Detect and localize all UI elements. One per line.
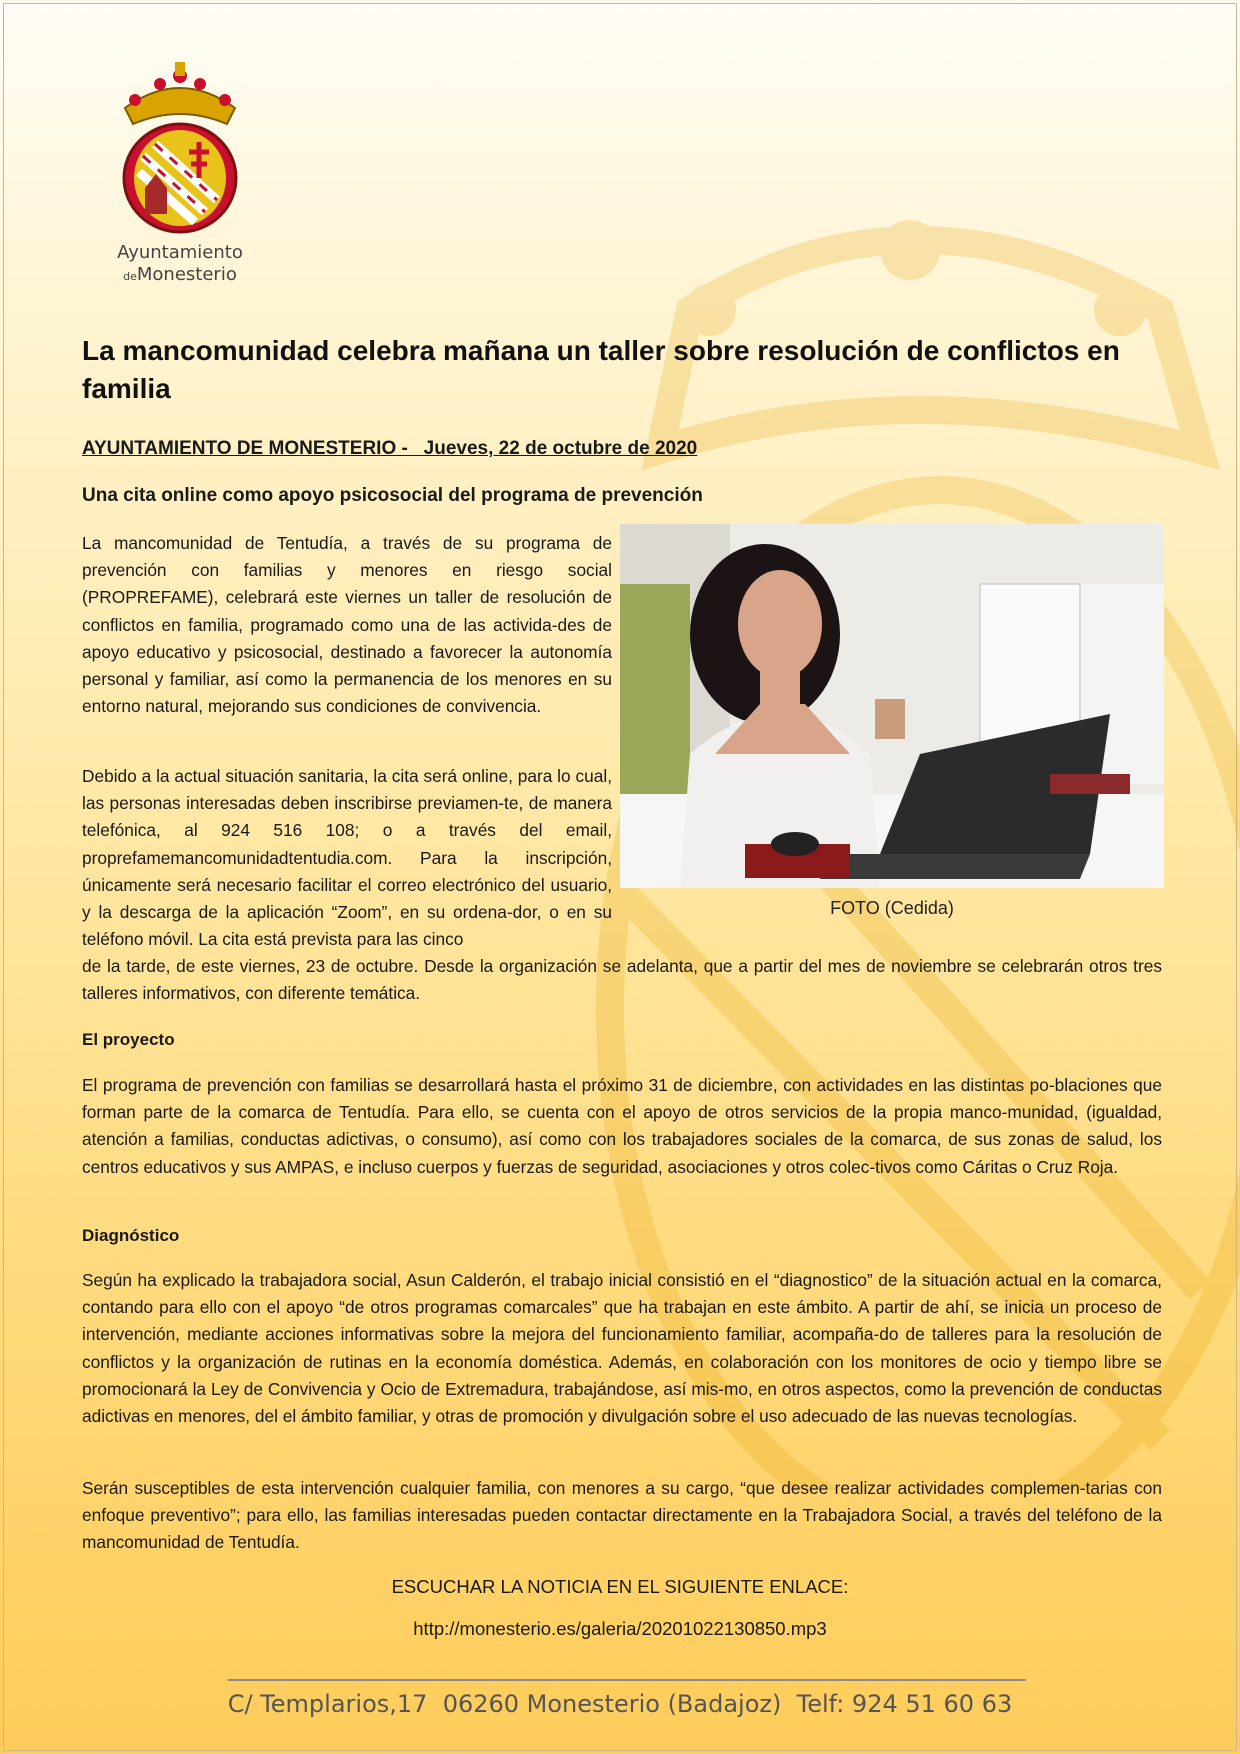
section-title-proyecto: El proyecto — [82, 1030, 175, 1049]
footer-divider — [228, 1679, 1026, 1681]
footer-address: C/ Templarios,17 06260 Monesterio (Badajoz) Telf: 924 51 60 63 — [227, 1690, 1013, 1718]
logo-caption — [100, 242, 260, 288]
listen-link[interactable]: http://monesterio.es/galeria/20201022130850.mp3 — [413, 1618, 827, 1639]
logo-line-1: Ayuntamiento — [117, 242, 243, 263]
section-title-diagnostico: Diagnóstico — [82, 1226, 180, 1245]
paragraph-2b: de la tarde, de este viernes, 23 de octubre. Desde la organización se adelanta, que a partir del mes de noviembre se celebrarán otros tres talleres informativos, con diferente temática. — [82, 956, 1162, 1004]
coat-of-arms-icon — [115, 60, 245, 235]
paragraph-2a: Debido a la actual situación sanitaria, la cita será online, para lo cual, las personas interesadas deben inscribirse previamen-te, de manera telefónica, al 924 516 108; o a través del email, proprefamemancomunidadtentudia.com. Para la inscripción, únicamente será necesario facilitar el correo electrónico del usuario, y la descarga de la aplicación “Zoom”, en su ordena-dor, o en su teléfono móvil. La cita está prevista para las cinco — [82, 766, 612, 950]
photo-caption: FOTO (Cedida) — [830, 898, 954, 918]
section-text-proyecto: El programa de prevención con familias se desarrollará hasta el próximo 31 de diciembre, con actividades en las distintas po-blaciones que forman parte de la comarca de Tentudía. Para ello, se cuenta con el apoyo de otros servicios de la propia manco-munidad, (igualdad, atención a familias, conductas adictivas, o consumo), así como con los trabajadores sociales de la comarca, de sus zonas de salud, los centros educativos y sus AMPAS, e incluso cuerpos y fuerzas de seguridad, asociaciones y otros colec-tivos como Cáritas o Cruz Roja. — [82, 1075, 1162, 1177]
article-title: La mancomunidad celebra mañana un taller sobre resolución de conflictos en familia — [82, 335, 1120, 404]
article-photo — [620, 524, 1164, 888]
logo-line-2 — [100, 264, 260, 288]
paragraph-final: Serán susceptibles de esta intervención cualquier familia, con menores a su cargo, “que desee realizar actividades complemen-tarias con enfoque preventivo”; para ello, las familias interesadas pueden contactar directamente en la Trabajadora Social, a través del teléfono de la mancomunidad de Tentudía. — [82, 1478, 1162, 1553]
paragraph-1: La mancomunidad de Tentudía, a través de su programa de prevención con familias y menores en riesgo social (PROPREFAME), celebrará este viernes un taller de resolución de conflictos en familia, programado como una de las activida-des de apoyo educativo y psicosocial, destinado a favorecer la autonomía personal y familiar, así como la permanencia de los menores en su entorno natural, mejorando sus condiciones de convivencia. — [82, 533, 612, 717]
section-text-diagnostico: Según ha explicado la trabajadora social, Asun Calderón, el trabajo inicial consistió en el “diagnostico” de la situación actual en la comarca, contando para ello con el apoyo “de otros programas comarcales” que ha trabajan en este ámbito. A partir de ahí, se inicia un proceso de intervención, mediante acciones informativas sobre la mejora del funcionamiento familiar, acompaña-do de talleres para la resolución de conflictos y la organización de rutinas en la economía doméstica. Además, en colaboración con los monitores de ocio y tiempo libre se promocionará la Ley de Convivencia y Ocio de Extremadura, trabajándose, así mis-mo, en otros aspectos, como la prevención de conductas adictivas en menores, del el ámbito familiar, y otras de promoción y divulgación sobre el uso adecuado de las nuevas tecnologías. — [82, 1270, 1162, 1427]
article-dateline: AYUNTAMIENTO DE MONESTERIO - Jueves, 22 de octubre de 2020 — [82, 438, 698, 459]
listen-label: ESCUCHAR LA NOTICIA EN EL SIGUIENTE ENLACE: — [391, 1576, 849, 1597]
article-subtitle: Una cita online como apoyo psicosocial del programa de prevención — [82, 485, 703, 506]
logo-line-2-name: Monesterio — [136, 264, 237, 285]
logo-line-2-prefix: de — [123, 270, 137, 283]
photo-woman-laptop-icon — [620, 524, 1164, 888]
municipal-logo — [100, 60, 260, 300]
